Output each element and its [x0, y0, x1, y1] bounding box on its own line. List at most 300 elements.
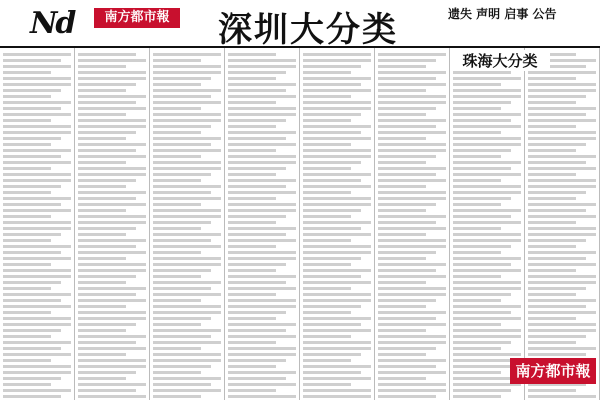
placeholder-line: [228, 347, 296, 350]
placeholder-line: [78, 215, 146, 218]
placeholder-line: [153, 95, 211, 98]
placeholder-line: [228, 329, 286, 332]
placeholder-line: [153, 227, 201, 230]
placeholder-line: [153, 269, 211, 272]
placeholder-line: [528, 311, 596, 314]
placeholder-line: [3, 65, 71, 68]
placeholder-line: [3, 203, 61, 206]
placeholder-line: [153, 143, 211, 146]
placeholder-line: [528, 263, 596, 266]
placeholder-line: [378, 143, 446, 146]
placeholder-line: [3, 275, 71, 278]
placeholder-line: [228, 143, 296, 146]
placeholder-line: [528, 137, 596, 140]
placeholder-line: [3, 173, 71, 176]
placeholder-line: [153, 203, 201, 206]
placeholder-line: [453, 293, 511, 296]
placeholder-line: [3, 341, 71, 344]
placeholder-line: [78, 221, 146, 224]
placeholder-line: [228, 365, 276, 368]
placeholder-line: [378, 281, 426, 284]
placeholder-line: [78, 287, 146, 290]
placeholder-line: [228, 323, 296, 326]
placeholder-line: [303, 281, 371, 284]
placeholder-line: [378, 311, 446, 314]
placeholder-line: [303, 335, 351, 338]
placeholder-line: [78, 377, 126, 380]
placeholder-line: [3, 179, 71, 182]
placeholder-line: [3, 329, 61, 332]
placeholder-line: [303, 299, 371, 302]
placeholder-line: [453, 131, 501, 134]
placeholder-line: [378, 287, 446, 290]
placeholder-line: [78, 383, 146, 386]
placeholder-line: [528, 149, 576, 152]
placeholder-line: [528, 233, 596, 236]
placeholder-line: [528, 107, 596, 110]
placeholder-line: [303, 293, 371, 296]
placeholder-line: [303, 347, 371, 350]
logo-letters: Nd: [30, 6, 75, 41]
placeholder-line: [228, 215, 286, 218]
placeholder-line: [78, 299, 146, 302]
placeholder-line: [3, 191, 51, 194]
placeholder-line: [228, 221, 276, 224]
placeholder-line: [453, 323, 501, 326]
placeholder-line: [453, 107, 501, 110]
placeholder-line: [528, 389, 576, 392]
placeholder-line: [453, 227, 501, 230]
placeholder-line: [303, 275, 361, 278]
placeholder-line: [303, 101, 371, 104]
placeholder-line: [3, 227, 71, 230]
placeholder-line: [228, 263, 286, 266]
placeholder-line: [528, 95, 586, 98]
placeholder-line: [3, 365, 71, 368]
placeholder-line: [528, 347, 596, 350]
placeholder-line: [378, 149, 446, 152]
placeholder-line: [228, 341, 276, 344]
placeholder-line: [453, 371, 501, 374]
placeholder-line: [3, 293, 71, 296]
placeholder-line: [453, 389, 511, 392]
placeholder-line: [228, 65, 296, 68]
classified-columns: [0, 48, 600, 400]
column: [450, 48, 525, 400]
placeholder-line: [78, 83, 136, 86]
placeholder-line: [303, 179, 361, 182]
placeholder-line: [378, 215, 446, 218]
brand-box: 南方都市報: [94, 8, 180, 28]
placeholder-line: [528, 209, 586, 212]
placeholder-line: [78, 305, 126, 308]
placeholder-line: [453, 83, 501, 86]
placeholder-line: [303, 53, 371, 56]
placeholder-line: [303, 167, 351, 170]
placeholder-line: [528, 281, 596, 284]
placeholder-line: [228, 185, 286, 188]
placeholder-line: [378, 221, 436, 224]
placeholder-line: [78, 341, 136, 344]
placeholder-line: [78, 179, 136, 182]
placeholder-line: [528, 203, 596, 206]
placeholder-line: [228, 227, 296, 230]
placeholder-line: [3, 287, 51, 290]
placeholder-line: [78, 347, 146, 350]
placeholder-line: [228, 257, 296, 260]
placeholder-line: [153, 71, 221, 74]
placeholder-line: [528, 179, 596, 182]
placeholder-line: [378, 191, 446, 194]
placeholder-line: [303, 323, 361, 326]
placeholder-line: [303, 209, 361, 212]
placeholder-line: [78, 353, 126, 356]
placeholder-line: [78, 317, 146, 320]
placeholder-line: [78, 143, 146, 146]
placeholder-line: [528, 161, 586, 164]
placeholder-line: [3, 257, 71, 260]
placeholder-line: [3, 143, 51, 146]
placeholder-line: [3, 113, 71, 116]
placeholder-line: [78, 257, 126, 260]
placeholder-line: [228, 305, 296, 308]
placeholder-line: [453, 281, 521, 284]
placeholder-line: [3, 377, 61, 380]
column: [150, 48, 225, 400]
placeholder-line: [153, 341, 221, 344]
placeholder-line: [228, 203, 296, 206]
placeholder-line: [378, 317, 436, 320]
placeholder-line: [303, 245, 371, 248]
placeholder-line: [153, 209, 221, 212]
placeholder-line: [3, 371, 71, 374]
placeholder-line: [453, 161, 521, 164]
placeholder-line: [228, 377, 286, 380]
placeholder-line: [153, 323, 201, 326]
placeholder-line: [453, 191, 521, 194]
placeholder-line: [3, 149, 71, 152]
placeholder-line: [378, 131, 446, 134]
placeholder-line: [303, 203, 371, 206]
placeholder-line: [228, 371, 296, 374]
placeholder-line: [378, 101, 446, 104]
placeholder-line: [303, 239, 351, 242]
placeholder-line: [228, 161, 296, 164]
placeholder-line: [3, 233, 61, 236]
placeholder-line: [303, 59, 371, 62]
placeholder-line: [378, 239, 446, 242]
placeholder-line: [153, 113, 221, 116]
placeholder-line: [153, 389, 221, 392]
placeholder-line: [153, 215, 221, 218]
placeholder-line: [153, 53, 221, 56]
placeholder-line: [3, 53, 71, 56]
placeholder-line: [153, 131, 201, 134]
placeholder-line: [453, 329, 521, 332]
placeholder-line: [78, 65, 126, 68]
placeholder-line: [78, 155, 146, 158]
placeholder-line: [228, 83, 296, 86]
placeholder-line: [3, 131, 71, 134]
placeholder-line: [228, 101, 276, 104]
placeholder-line: [228, 395, 296, 398]
placeholder-line: [153, 119, 221, 122]
placeholder-line: [153, 83, 201, 86]
placeholder-line: [303, 149, 371, 152]
placeholder-line: [378, 263, 446, 266]
placeholder-line: [303, 137, 371, 140]
placeholder-line: [303, 377, 371, 380]
placeholder-line: [228, 53, 276, 56]
placeholder-line: [3, 239, 51, 242]
placeholder-line: [303, 263, 351, 266]
placeholder-line: [303, 131, 361, 134]
placeholder-line: [303, 107, 371, 110]
placeholder-line: [78, 161, 126, 164]
placeholder-line: [153, 233, 221, 236]
placeholder-line: [228, 353, 296, 356]
placeholder-line: [153, 65, 221, 68]
placeholder-line: [153, 77, 211, 80]
placeholder-line: [153, 257, 221, 260]
placeholder-line: [528, 275, 596, 278]
placeholder-line: [453, 353, 521, 356]
placeholder-line: [528, 113, 586, 116]
placeholder-line: [453, 287, 521, 290]
placeholder-line: [228, 209, 296, 212]
placeholder-line: [153, 107, 201, 110]
placeholder-line: [3, 185, 61, 188]
placeholder-line: [528, 215, 596, 218]
placeholder-line: [228, 137, 286, 140]
placeholder-line: [528, 269, 576, 272]
placeholder-line: [378, 293, 446, 296]
placeholder-line: [303, 143, 351, 146]
placeholder-line: [303, 389, 371, 392]
placeholder-line: [378, 323, 446, 326]
placeholder-line: [78, 101, 136, 104]
placeholder-line: [303, 197, 371, 200]
placeholder-line: [153, 335, 211, 338]
placeholder-line: [378, 65, 426, 68]
placeholder-line: [78, 293, 136, 296]
placeholder-line: [78, 311, 146, 314]
placeholder-line: [528, 89, 596, 92]
placeholder-line: [153, 125, 211, 128]
placeholder-line: [453, 155, 501, 158]
placeholder-line: [528, 143, 586, 146]
placeholder-line: [228, 275, 296, 278]
placeholder-line: [3, 263, 51, 266]
placeholder-line: [528, 299, 596, 302]
placeholder-line: [453, 305, 521, 308]
placeholder-line: [453, 137, 521, 140]
placeholder-line: [228, 389, 276, 392]
placeholder-line: [453, 185, 521, 188]
placeholder-line: [228, 113, 296, 116]
placeholder-line: [303, 287, 351, 290]
placeholder-line: [3, 125, 71, 128]
placeholder-line: [528, 353, 586, 356]
placeholder-line: [378, 167, 446, 170]
placeholder-line: [528, 155, 596, 158]
placeholder-line: [3, 221, 71, 224]
placeholder-line: [153, 155, 201, 158]
placeholder-line: [78, 173, 146, 176]
placeholder-line: [453, 341, 511, 344]
placeholder-line: [78, 329, 126, 332]
placeholder-line: [3, 95, 51, 98]
placeholder-line: [3, 383, 51, 386]
placeholder-line: [78, 131, 136, 134]
placeholder-line: [153, 251, 201, 254]
placeholder-line: [303, 65, 361, 68]
placeholder-line: [228, 191, 296, 194]
placeholder-line: [3, 161, 71, 164]
placeholder-line: [303, 161, 361, 164]
placeholder-line: [453, 197, 511, 200]
placeholder-line: [378, 161, 426, 164]
placeholder-line: [3, 197, 71, 200]
placeholder-line: [378, 389, 446, 392]
placeholder-line: [453, 251, 501, 254]
column: [525, 48, 600, 400]
placeholder-line: [528, 317, 576, 320]
placeholder-line: [453, 119, 511, 122]
placeholder-line: [3, 359, 51, 362]
placeholder-line: [378, 209, 426, 212]
placeholder-line: [3, 389, 71, 392]
placeholder-line: [3, 101, 71, 104]
placeholder-line: [528, 167, 596, 170]
placeholder-line: [78, 323, 136, 326]
placeholder-line: [528, 101, 576, 104]
placeholder-line: [378, 59, 436, 62]
placeholder-line: [528, 239, 586, 242]
placeholder-line: [453, 359, 511, 362]
placeholder-line: [153, 137, 221, 140]
placeholder-line: [3, 209, 71, 212]
placeholder-line: [228, 239, 296, 242]
placeholder-line: [303, 71, 351, 74]
placeholder-line: [453, 257, 521, 260]
placeholder-line: [528, 335, 586, 338]
placeholder-line: [453, 101, 511, 104]
placeholder-line: [78, 395, 146, 398]
placeholder-line: [153, 365, 211, 368]
placeholder-line: [378, 269, 436, 272]
placeholder-line: [453, 125, 521, 128]
placeholder-line: [378, 275, 446, 278]
placeholder-line: [378, 155, 436, 158]
placeholder-line: [78, 191, 146, 194]
placeholder-line: [378, 359, 446, 362]
placeholder-line: [3, 119, 51, 122]
placeholder-line: [303, 77, 371, 80]
placeholder-line: [78, 359, 146, 362]
placeholder-line: [378, 329, 426, 332]
placeholder-line: [528, 185, 596, 188]
placeholder-line: [528, 77, 576, 80]
placeholder-line: [153, 395, 201, 398]
placeholder-line: [153, 149, 221, 152]
placeholder-line: [303, 185, 371, 188]
column: [375, 48, 450, 400]
placeholder-line: [228, 281, 286, 284]
placeholder-line: [78, 167, 146, 170]
placeholder-line: [3, 77, 71, 80]
placeholder-line: [153, 179, 201, 182]
placeholder-line: [78, 125, 146, 128]
placeholder-line: [78, 113, 126, 116]
placeholder-line: [153, 383, 211, 386]
placeholder-line: [303, 251, 371, 254]
placeholder-line: [453, 215, 511, 218]
placeholder-line: [453, 335, 521, 338]
placeholder-line: [378, 299, 436, 302]
placeholder-line: [378, 377, 426, 380]
placeholder-line: [78, 149, 136, 152]
placeholder-line: [228, 149, 276, 152]
placeholder-line: [303, 119, 351, 122]
placeholder-line: [228, 59, 296, 62]
placeholder-line: [3, 107, 61, 110]
placeholder-line: [153, 347, 201, 350]
masthead: [0, 0, 600, 48]
placeholder-line: [153, 275, 201, 278]
placeholder-line: [528, 287, 586, 290]
placeholder-line: [528, 173, 576, 176]
placeholder-line: [228, 71, 286, 74]
placeholder-line: [378, 107, 436, 110]
placeholder-line: [78, 245, 136, 248]
placeholder-line: [303, 371, 361, 374]
placeholder-line: [228, 269, 276, 272]
placeholder-line: [228, 383, 296, 386]
placeholder-line: [78, 269, 146, 272]
placeholder-line: [528, 125, 576, 128]
placeholder-line: [378, 245, 446, 248]
placeholder-line: [153, 221, 211, 224]
placeholder-line: [378, 353, 426, 356]
placeholder-line: [528, 191, 586, 194]
placeholder-line: [378, 251, 436, 254]
placeholder-line: [453, 233, 521, 236]
placeholder-line: [453, 95, 521, 98]
placeholder-line: [78, 335, 146, 338]
placeholder-line: [78, 107, 146, 110]
placeholder-line: [228, 335, 296, 338]
placeholder-line: [3, 137, 61, 140]
placeholder-line: [153, 245, 221, 248]
placeholder-line: [228, 299, 296, 302]
placeholder-line: [378, 83, 446, 86]
placeholder-line: [228, 89, 286, 92]
placeholder-line: [378, 335, 446, 338]
placeholder-line: [378, 125, 436, 128]
placeholder-line: [3, 281, 61, 284]
placeholder-line: [153, 305, 221, 308]
placeholder-line: [303, 269, 371, 272]
placeholder-line: [453, 209, 521, 212]
placeholder-line: [228, 359, 286, 362]
placeholder-line: [453, 167, 511, 170]
placeholder-line: [3, 251, 61, 254]
placeholder-line: [453, 347, 501, 350]
placeholder-line: [3, 269, 71, 272]
column: [0, 48, 75, 400]
placeholder-line: [303, 227, 361, 230]
